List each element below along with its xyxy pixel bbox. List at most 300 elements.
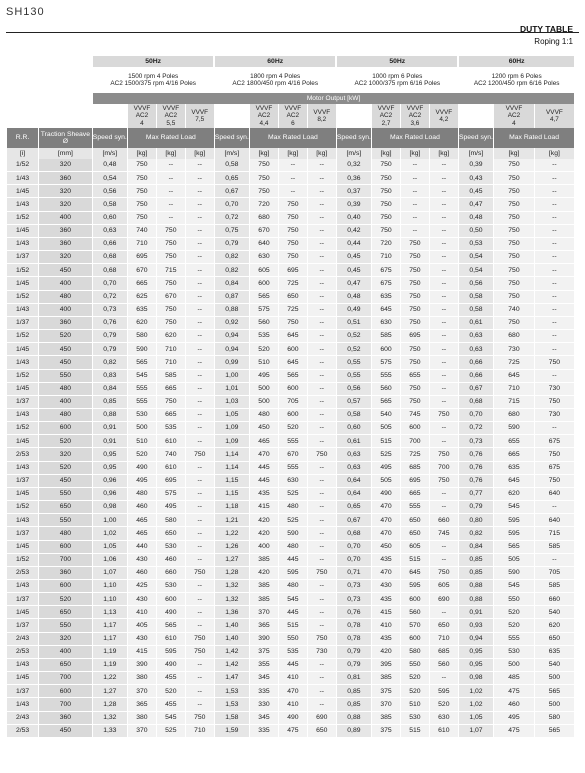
speed-cell: 0,39 [336,198,371,211]
speed-cell: 0,52 [336,343,371,356]
load-cell: 430 [372,580,401,593]
speed-cell: 1,01 [214,382,249,395]
load-cell: -- [307,277,336,290]
speed-cell: 0,88 [214,303,249,316]
speed-cell: 1,32 [214,580,249,593]
speed-cell: 1,17 [92,632,127,645]
load-cell: 645 [372,303,401,316]
load-cell: 740 [127,224,156,237]
load-cell: 620 [534,619,574,632]
load-cell: 365 [250,619,279,632]
load-cell: 590 [278,527,307,540]
speed-cell: 1,03 [214,395,249,408]
brand-logo: SH130 [6,6,45,18]
load-cell: -- [185,527,214,540]
load-cell: -- [534,277,574,290]
load-cell: 585 [372,330,401,343]
load-cell: 630 [278,474,307,487]
speed-cell: 1,27 [214,553,249,566]
load-cell: 670 [156,290,185,303]
load-cell: -- [156,172,185,185]
load-cell: -- [307,658,336,671]
speed-cell: 0,63 [458,330,493,343]
load-cell: 750 [185,632,214,645]
load-cell: 440 [127,540,156,553]
speed-cell: 0,82 [458,527,493,540]
speed-cell: 0,85 [336,685,371,698]
table-row [7,448,575,461]
load-cell: -- [307,698,336,711]
speed-cell: 1,19 [92,645,127,658]
load-cell: -- [185,435,214,448]
load-cell: -- [278,159,307,172]
speed-cell: 0,43 [458,172,493,185]
load-cell: 645 [494,369,535,382]
load-cell: 650 [534,632,574,645]
speed-cell: 0,47 [458,198,493,211]
speed-cell: 0,68 [92,251,127,264]
load-cell: -- [429,303,458,316]
load-cell: 530 [127,408,156,421]
load-cell: 415 [250,501,279,514]
load-cell: 525 [278,514,307,527]
load-cell: 600 [278,343,307,356]
table-row [7,645,575,658]
speed-cell: 0,67 [214,185,249,198]
load-cell: 725 [278,303,307,316]
load-cell: 635 [534,645,574,658]
power-rating-cell: VVVF 7,5 [185,104,214,128]
rr-cell: 2/53 [7,645,39,658]
unit-cell: [kg] [250,148,279,159]
load-cell: 750 [372,159,401,172]
speed-cell: 1,59 [214,724,249,737]
load-cell: 525 [372,448,401,461]
load-cell: 670 [278,448,307,461]
load-cell: 750 [372,185,401,198]
load-cell: 750 [534,356,574,369]
load-cell: -- [185,606,214,619]
power-spacer [214,104,249,128]
motor-spec: 1200 rpm 6 Poles AC2 1200/450 rpm 6/16 Poles [458,67,574,93]
rr-cell: 1/45 [7,487,39,500]
load-cell: 375 [372,685,401,698]
speed-cell: 0,78 [336,632,371,645]
power-rating-cell: VVVF 4,2 [429,104,458,128]
load-cell: 445 [278,658,307,671]
load-cell: 495 [494,711,535,724]
speed-cell: 0,95 [92,461,127,474]
load-cell: -- [185,382,214,395]
rr-cell: 1/52 [7,211,39,224]
load-cell: -- [185,237,214,250]
motor-spec: 1500 rpm 4 Poles AC2 1500/375 rpm 4/16 Poles [92,67,214,93]
load-cell: 565 [127,356,156,369]
load-cell: 695 [156,474,185,487]
load-cell: 610 [156,461,185,474]
speed-cell: 1,07 [458,724,493,737]
load-cell: -- [400,159,429,172]
load-cell: 515 [400,553,429,566]
power-rating-cell: VVVF AC2 5,5 [156,104,185,128]
load-cell: 750 [494,211,535,224]
load-cell: 415 [127,645,156,658]
speed-cell: 0,63 [336,461,371,474]
load-cell: -- [534,172,574,185]
speed-cell: 0,66 [92,237,127,250]
load-cell: 560 [372,382,401,395]
speed-cell: 0,53 [458,237,493,250]
power-rating-cell: VVVF AC2 6 [278,104,307,128]
load-cell: 445 [278,553,307,566]
load-cell: 490 [156,658,185,671]
load-cell: -- [185,685,214,698]
rr-cell: 1/37 [7,474,39,487]
load-cell: 640 [534,514,574,527]
rr-header: R.R. [7,128,39,148]
speed-cell: 1,15 [214,487,249,500]
load-cell: 640 [250,237,279,250]
sheave-cell: 360 [39,566,93,579]
load-cell: 750 [429,566,458,579]
sheave-cell: 320 [39,159,93,172]
speed-cell: 0,54 [458,264,493,277]
speed-cell: 0,48 [458,211,493,224]
table-row [7,619,575,632]
page-title: DUTY TABLE [519,24,573,34]
speed-cell: 0,52 [336,330,371,343]
load-cell: 490 [156,606,185,619]
load-cell: 530 [494,645,535,658]
load-cell: 500 [494,658,535,671]
sheave-cell: 450 [39,474,93,487]
rr-cell: 1/45 [7,224,39,237]
load-cell: 610 [429,724,458,737]
speed-cell: 0,73 [336,580,371,593]
power-rating-row [7,104,575,128]
load-cell: -- [429,435,458,448]
speed-cell: 0,88 [336,711,371,724]
motor-spec-row [7,67,575,93]
speed-cell: 0,79 [92,330,127,343]
load-cell: 560 [429,658,458,671]
speed-cell: 0,65 [336,501,371,514]
load-cell: -- [185,658,214,671]
load-cell: 750 [372,211,401,224]
load-cell: -- [185,159,214,172]
speed-cell: 0,72 [214,211,249,224]
load-cell: 750 [278,211,307,224]
load-cell: 650 [307,724,336,737]
load-cell: 590 [494,422,535,435]
load-cell: 530 [400,711,429,724]
load-cell: 710 [156,343,185,356]
table-row [7,422,575,435]
sheave-cell: 700 [39,553,93,566]
table-row [7,540,575,553]
load-cell: -- [307,237,336,250]
load-cell: -- [307,461,336,474]
speed-cell: 1,26 [214,540,249,553]
load-cell: -- [429,251,458,264]
load-cell: 635 [494,461,535,474]
load-cell: 415 [372,606,401,619]
load-cell: 750 [156,395,185,408]
motor-spec: 1000 rpm 6 Poles AC2 1000/375 rpm 6/16 Poles [336,67,458,93]
speed-cell: 0,63 [92,224,127,237]
load-cell: 370 [127,724,156,737]
rr-cell: 1/45 [7,185,39,198]
load-cell: 705 [534,566,574,579]
load-cell: 530 [156,580,185,593]
rr-cell: 1/37 [7,593,39,606]
unit-cell: [m/s] [92,148,127,159]
load-cell: -- [429,672,458,685]
table-row [7,198,575,211]
speed-cell: 0,79 [458,501,493,514]
speed-cell: 1,10 [92,593,127,606]
load-cell: -- [307,172,336,185]
load-header: Max Rated Load [127,128,214,148]
sheave-cell: 550 [39,619,93,632]
table-row [7,237,575,250]
load-cell: 730 [307,645,336,658]
load-cell: 490 [278,711,307,724]
table-row [7,593,575,606]
unit-cell: [m/s] [214,148,249,159]
speed-cell: 1,33 [92,724,127,737]
load-cell: 665 [156,382,185,395]
load-cell: -- [156,185,185,198]
load-cell: 540 [372,408,401,421]
rr-cell: 1/43 [7,580,39,593]
load-cell: 430 [127,632,156,645]
rr-cell: 1/43 [7,698,39,711]
sheave-cell: 600 [39,685,93,698]
load-cell: 750 [156,251,185,264]
rr-cell: 2/43 [7,711,39,724]
load-cell: -- [307,593,336,606]
load-cell: 450 [250,422,279,435]
load-cell: 645 [400,566,429,579]
freq-header: 60Hz [458,56,574,67]
unit-cell: [kg] [278,148,307,159]
load-cell: 375 [250,645,279,658]
load-cell: -- [185,540,214,553]
speed-cell: 1,28 [214,566,249,579]
speed-cell: 1,42 [214,645,249,658]
load-cell: 525 [156,724,185,737]
load-cell: 480 [278,501,307,514]
speed-cell: 0,78 [336,619,371,632]
speed-cell: 0,66 [458,356,493,369]
load-cell: -- [307,303,336,316]
load-cell: -- [307,369,336,382]
speed-cell: 0,58 [458,290,493,303]
speed-cell: 1,40 [214,632,249,645]
speed-cell: 1,27 [92,685,127,698]
load-cell: 555 [278,435,307,448]
load-cell: 750 [400,290,429,303]
load-cell: -- [307,408,336,421]
speed-header: Speed syn. [92,128,127,148]
load-cell: -- [534,501,574,514]
load-cell: 520 [278,422,307,435]
speed-cell: 0,76 [458,474,493,487]
load-cell: -- [429,172,458,185]
load-cell: 420 [250,566,279,579]
speed-cell: 0,66 [458,369,493,382]
table-row [7,369,575,382]
rr-cell: 1/43 [7,237,39,250]
load-cell: 445 [278,606,307,619]
load-cell: 665 [156,408,185,421]
sheave-cell: 650 [39,658,93,671]
load-cell: 620 [494,487,535,500]
load-cell: 650 [400,514,429,527]
load-cell: -- [307,474,336,487]
load-cell: 710 [127,237,156,250]
rr-cell: 1/43 [7,303,39,316]
load-cell: 750 [400,251,429,264]
load-cell: -- [185,619,214,632]
frequency-row [7,56,575,67]
load-cell: 695 [127,251,156,264]
load-cell: 565 [250,290,279,303]
load-cell: -- [185,698,214,711]
speed-cell: 0,60 [336,422,371,435]
load-cell: 750 [127,159,156,172]
load-cell: 510 [250,356,279,369]
table-row [7,435,575,448]
load-cell: 655 [494,435,535,448]
load-cell: 660 [156,566,185,579]
load-cell: -- [429,343,458,356]
load-cell: 345 [250,711,279,724]
sheave-header: Traction Sheave Ø [39,128,93,148]
load-cell: 750 [400,303,429,316]
load-cell: 520 [127,448,156,461]
load-cell: 750 [278,251,307,264]
load-cell: -- [534,303,574,316]
load-cell: 750 [307,632,336,645]
table-row [7,264,575,277]
speed-cell: 0,87 [214,290,249,303]
load-cell: 435 [372,632,401,645]
unit-cell: [kg] [400,148,429,159]
load-cell: 385 [250,553,279,566]
sheave-cell: 480 [39,290,93,303]
load-cell: 565 [534,724,574,737]
speed-cell: 0,45 [458,185,493,198]
speed-cell: 0,61 [458,316,493,329]
speed-cell: 0,93 [458,619,493,632]
load-cell: 710 [185,724,214,737]
load-cell: 750 [400,316,429,329]
speed-cell: 0,75 [214,224,249,237]
load-cell: 675 [534,435,574,448]
load-cell: -- [429,277,458,290]
load-cell: 750 [278,198,307,211]
rr-cell: 1/45 [7,382,39,395]
speed-cell: 0,95 [458,658,493,671]
speed-cell: 1,36 [214,606,249,619]
load-cell: 715 [534,527,574,540]
load-cell: -- [534,369,574,382]
unit-cell: [kg] [185,148,214,159]
table-row [7,685,575,698]
load-cell: -- [307,619,336,632]
speed-cell: 0,67 [458,382,493,395]
load-cell: 505 [372,474,401,487]
load-cell: 750 [278,224,307,237]
rr-cell: 1/43 [7,514,39,527]
speed-cell: 0,63 [336,448,371,461]
load-cell: 645 [494,474,535,487]
power-rating-cell: VVVF AC2 4,4 [250,104,279,128]
load-cell: -- [185,553,214,566]
speed-cell: 0,54 [458,251,493,264]
load-cell: 560 [400,606,429,619]
load-cell: 495 [127,474,156,487]
table-row [7,566,575,579]
table-row [7,290,575,303]
load-cell: 455 [156,698,185,711]
load-cell: 730 [494,343,535,356]
load-cell: 505 [494,553,535,566]
speed-cell: 0,77 [458,487,493,500]
load-cell: -- [534,237,574,250]
speed-cell: 0,70 [336,540,371,553]
sheave-cell: 600 [39,580,93,593]
load-cell: 595 [494,514,535,527]
load-cell: -- [307,487,336,500]
table-row [7,316,575,329]
sheave-cell: 600 [39,540,93,553]
load-cell: 470 [372,566,401,579]
load-cell: -- [534,211,574,224]
load-cell: 750 [156,303,185,316]
freq-header: 50Hz [92,56,214,67]
load-cell: 750 [429,474,458,487]
rr-cell: 1/45 [7,435,39,448]
load-cell: 545 [156,711,185,724]
speed-cell: 0,58 [458,303,493,316]
load-cell: 510 [127,435,156,448]
load-cell: 725 [494,356,535,369]
load-cell: 750 [494,185,535,198]
load-cell: 400 [250,540,279,553]
table-row [7,461,575,474]
load-cell: 665 [400,487,429,500]
load-cell: -- [429,185,458,198]
speed-cell: 1,15 [214,474,249,487]
load-cell: -- [307,514,336,527]
load-cell: 520 [156,685,185,698]
sheave-cell: 450 [39,356,93,369]
load-cell: -- [278,172,307,185]
load-cell: 425 [127,580,156,593]
load-cell: 545 [494,501,535,514]
load-cell: -- [429,553,458,566]
load-cell: -- [534,553,574,566]
speed-cell: 0,56 [92,185,127,198]
rr-cell: 1/43 [7,198,39,211]
load-cell: -- [429,330,458,343]
rr-cell: 1/52 [7,553,39,566]
load-cell: 500 [534,672,574,685]
speed-cell: 0,79 [214,237,249,250]
